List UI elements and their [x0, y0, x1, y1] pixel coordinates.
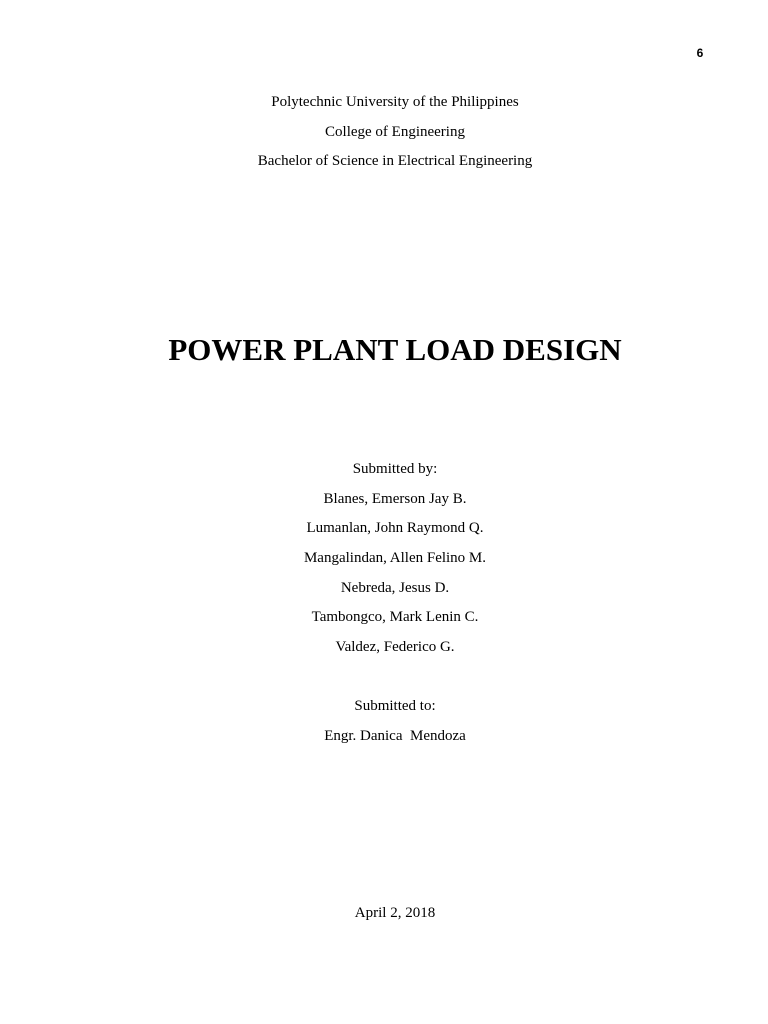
program-name: Bachelor of Science in Electrical Engineering	[257, 153, 533, 169]
college-name: College of Engineering	[325, 124, 465, 140]
submitter-name: Valdez, Federico G.	[335, 639, 455, 655]
submitter-name: Blanes, Emerson Jay B.	[323, 491, 467, 507]
submitter-name: Lumanlan, John Raymond Q.	[306, 520, 484, 536]
submitter-name: Nebreda, Jesus D.	[340, 580, 450, 596]
submitted-by-label: Submitted by:	[352, 461, 438, 477]
university-name: Polytechnic University of the Philippines	[271, 94, 519, 110]
submitter-name: Tambongco, Mark Lenin C.	[311, 609, 479, 625]
submitter-name: Mangalindan, Allen Felino M.	[303, 550, 487, 566]
adviser-name: Engr. Danica Mendoza	[324, 728, 466, 744]
submission-date: April 2, 2018	[354, 905, 436, 921]
document-title: POWER PLANT LOAD DESIGN	[168, 332, 622, 367]
page-number: 6	[696, 46, 704, 60]
submitted-to-label: Submitted to:	[354, 698, 436, 714]
